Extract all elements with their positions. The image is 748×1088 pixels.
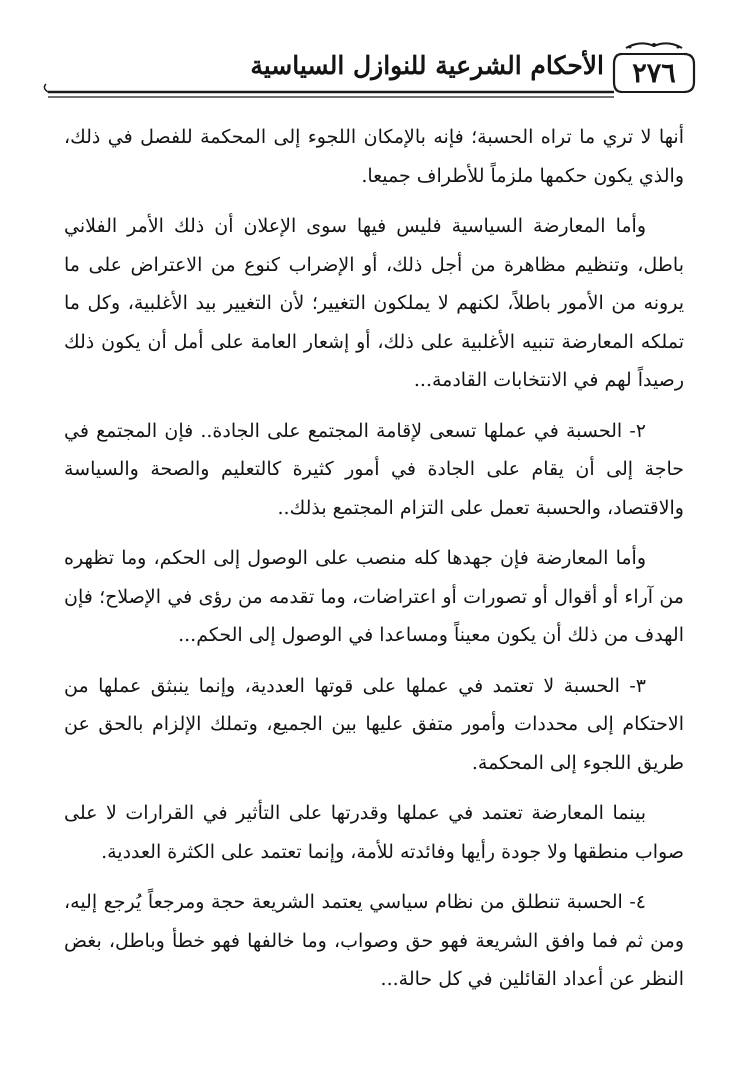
running-title: الأحكام الشرعية للنوازل السياسية xyxy=(250,51,604,80)
paragraph: ٣- الحسبة لا تعتمد في عملها على قوتها العددية، وإنما ينبثق عملها من الاحتكام إلى محددات وأمور متفق عليها بين الجميع، وتملك الإلزام بالحق عن طريق اللجوء إلى المحكمة. xyxy=(64,674,684,774)
page-body xyxy=(64,118,684,1011)
page-number: ٢٧٦ xyxy=(632,57,676,89)
paragraph: ٢- الحسبة في عملها تسعى لإقامة المجتمع على الجادة.. فإن المجتمع في حاجة إلى أن يقام على الجادة في أمور كثيرة كالتعليم والصحة والسياسة والاقتصاد، والحسبة تعمل على التزام المجتمع بذلك.. xyxy=(64,419,684,519)
paragraph: وأما المعارضة فإن جهدها كله منصب على الوصول إلى الحكم، وما تظهره من آراء أو أقوال أو تصورات أو اعتراضات، وما تقدمه من رؤى في الإصلاح؛ فإن الهدف من ذلك أن يكون معيناً ومساعدا في الوصول إلى الحكم... xyxy=(64,547,684,646)
paragraph: وأما المعارضة السياسية فليس فيها سوى الإعلان أن ذلك الأمر الفلاني باطل، وتنظيم مظاهرة من أجل ذلك، أو الإضراب كنوع من الاعتراض على ما يرونه من الأمور باطلاً، لكنهم لا يملكون التغيير؛ لأن التغيير بيد الأغلبية، وكل ما تملكه المعارضة تنبيه الأغلبية على ذلك، أو إشعار العامة على أمل أن يكون ذلك رصيداً لهم في الانتخابات القادمة... xyxy=(64,215,684,391)
paragraph: أنها لا تري ما تراه الحسبة؛ فإنه بالإمكان اللجوء إلى المحكمة للفصل في ذلك، والذي يكون حكمها ملزماً للأطراف جميعا. xyxy=(64,126,684,187)
paragraph: بينما المعارضة تعتمد في عملها وقدرتها على التأثير في القرارات لا على صواب منطقها ولا جودة رأيها وفائدته للأمة، وإنما تعتمد على الكثرة العددية. xyxy=(64,802,684,863)
page-header xyxy=(40,40,708,100)
paragraph: ٤- الحسبة تنطلق من نظام سياسي يعتمد الشريعة حجة ومرجعاً يُرجع إليه، ومن ثم فما وافق الشريعة فهو حق وصواب، وما خالفها فهو خطأ وباطل، بغض النظر عن أعداد القائلين في كل حالة... xyxy=(64,891,684,990)
